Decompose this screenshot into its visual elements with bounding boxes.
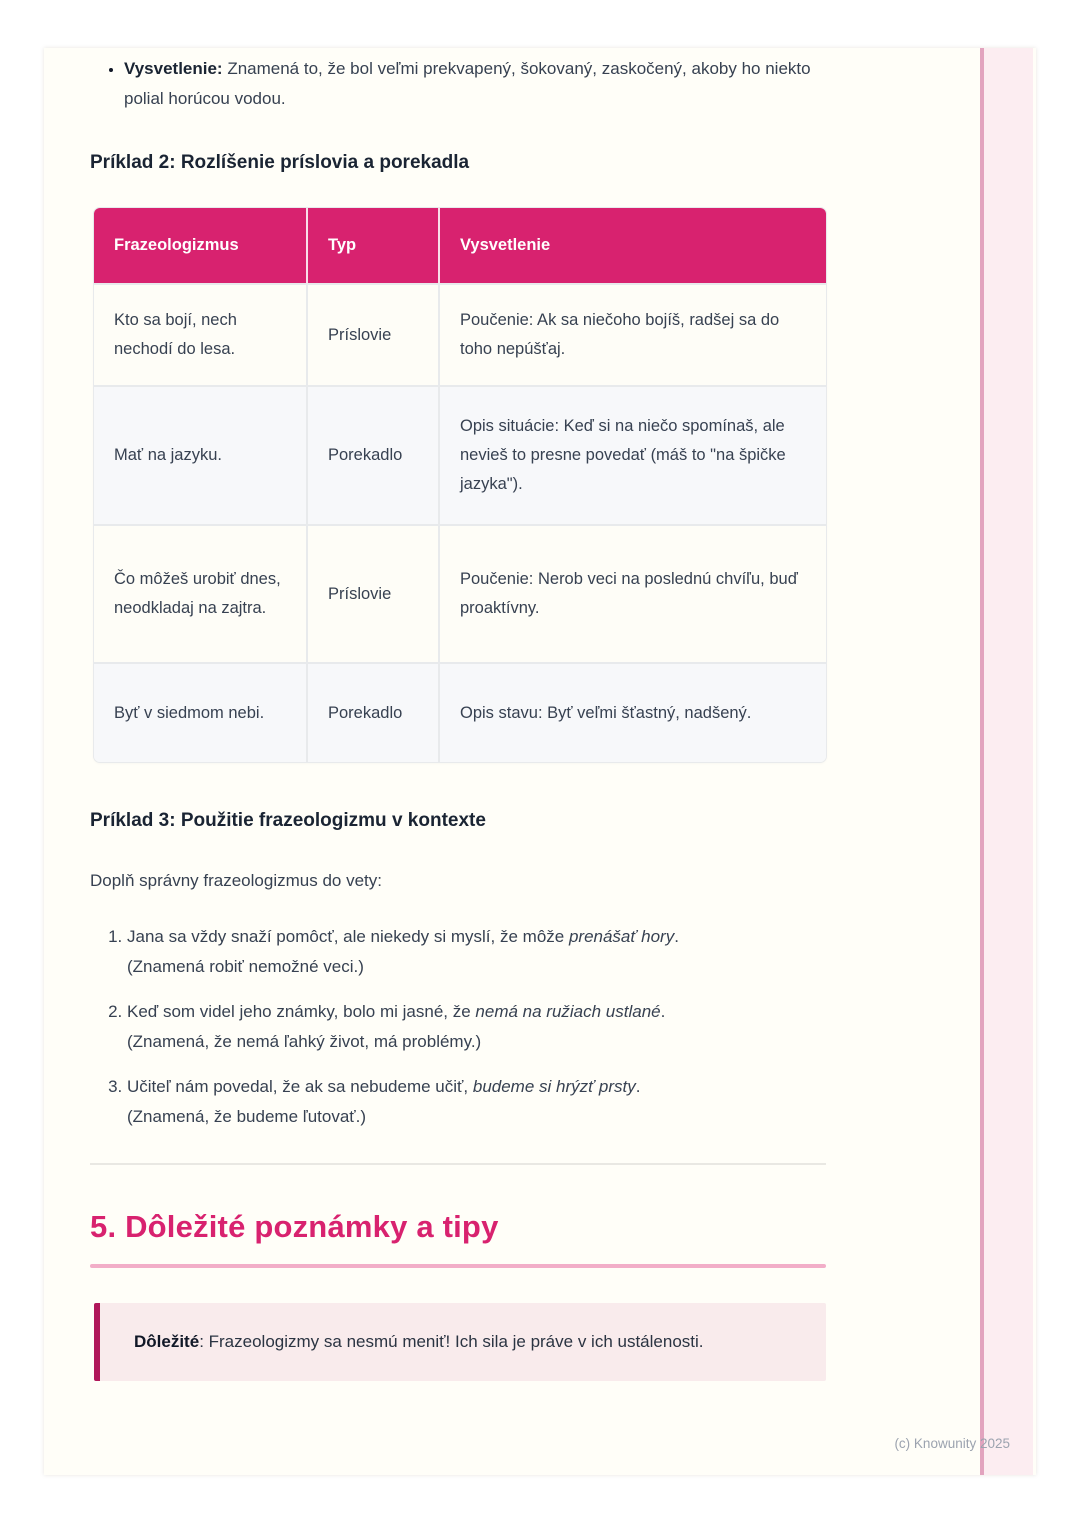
note-text: : Frazeologizmy sa nesmú meniť! Ich sila je práve v ich ustálenosti. [199, 1332, 704, 1351]
bullet-list [90, 54, 826, 114]
page-side-strip [980, 48, 1033, 1475]
table-header-cell: Frazeologizmus [94, 208, 308, 283]
page-content [44, 48, 826, 1381]
important-note-box [94, 1303, 826, 1381]
table-header-cell: Typ [308, 208, 440, 283]
table-cell: Príslovie [308, 524, 440, 662]
table-row [94, 385, 826, 524]
fill-prompt: Doplň správny frazeologizmus do vety: [90, 871, 382, 890]
table-cell: Poučenie: Ak sa niečoho bojíš, radšej sa do toho nepúšťaj. [440, 283, 826, 385]
table-cell: Porekadlo [308, 662, 440, 762]
table-row [94, 662, 826, 762]
list-item-note: (Znamená, že nemá ľahký život, má problémy.) [127, 1032, 482, 1051]
table-cell: Čo môžeš urobiť dnes, neodkladaj na zajtra. [94, 524, 308, 662]
table-cell: Príslovie [308, 283, 440, 385]
document-page [44, 48, 1036, 1475]
bullet-lead: Vysvetlenie: [124, 59, 223, 78]
list-item: 3. Učiteľ nám povedal, že ak sa nebudeme učiť, budeme si hrýzť prsty. (Znamená, že budeme ľutovať.) [127, 1072, 826, 1132]
numbered-list [90, 922, 826, 1132]
section5-underline [90, 1264, 826, 1268]
example2-heading: Príklad 2: Rozlíšenie príslovia a porekadla [90, 152, 470, 173]
table-cell: Poučenie: Nerob veci na poslednú chvíľu, buď proaktívny. [440, 524, 826, 662]
list-item-note: (Znamená robiť nemožné veci.) [127, 957, 364, 976]
example3-heading: Príklad 3: Použitie frazeologizmu v kontexte [90, 810, 486, 831]
table-header-cell: Vysvetlenie [440, 208, 826, 283]
table-cell: Kto sa bojí, nech nechodí do lesa. [94, 283, 308, 385]
copyright-footer: (c) Knowunity 2025 [894, 1436, 1010, 1451]
table-cell: Byť v siedmom nebi. [94, 662, 308, 762]
section5-heading: 5. Dôležité poznámky a tipy [90, 1209, 499, 1244]
table-cell: Opis situácie: Keď si na niečo spomínaš, ale nevieš to presne povedať (máš to "na špičke jazyka"). [440, 385, 826, 524]
table-cell: Porekadlo [308, 385, 440, 524]
table-cell: Mať na jazyku. [94, 385, 308, 524]
phraseology-table [94, 208, 826, 762]
table-cell: Opis stavu: Byť veľmi šťastný, nadšený. [440, 662, 826, 762]
note-lead: Dôležité [134, 1332, 200, 1351]
section-divider [90, 1163, 826, 1165]
bullet-item-vysvetlenie [124, 54, 826, 114]
bullet-text: Znamená to, že bol veľmi prekvapený, šokovaný, zaskočený, akoby ho niekto polial horúcou vodou. [124, 59, 811, 108]
table-header-row [94, 208, 826, 283]
table-row [94, 524, 826, 662]
table-row [94, 283, 826, 385]
list-item-note: (Znamená, že budeme ľutovať.) [127, 1107, 367, 1126]
list-item: 1. Jana sa vždy snaží pomôcť, ale niekedy si myslí, že môže prenášať hory. (Znamená robiť nemožné veci.) [127, 922, 826, 982]
list-item: 2. Keď som videl jeho známky, bolo mi jasné, že nemá na ružiach ustlané. (Znamená, že nemá ľahký život, má problémy.) [127, 997, 826, 1057]
